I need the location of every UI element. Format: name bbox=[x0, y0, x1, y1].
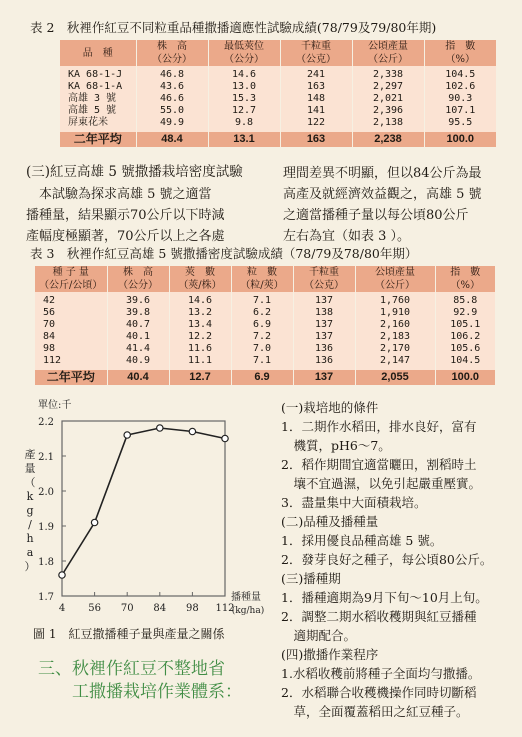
table3-header-line1: 千粒重 bbox=[309, 267, 339, 278]
table3-cell: 2,170 bbox=[355, 343, 435, 355]
table2-cell: 141 bbox=[280, 105, 352, 117]
table2-header-line1: 千粒重 bbox=[301, 41, 331, 52]
table2-row bbox=[60, 66, 496, 81]
table2-header-row bbox=[60, 40, 496, 66]
s3-item: 2．調整二期水稻收穫期與紅豆播種 bbox=[281, 609, 477, 624]
table2-footer-row bbox=[60, 132, 496, 147]
y-axis-label-char: 量 bbox=[24, 462, 36, 475]
table2-header-line2: （公分） bbox=[152, 54, 192, 65]
table3-cell: 7.1 bbox=[231, 292, 293, 307]
s2-heading: (二)品種及播種量 bbox=[281, 514, 379, 529]
table2-cell: 2,297 bbox=[352, 81, 424, 93]
table3-header-row bbox=[35, 266, 495, 292]
s4-item: 草，全面覆蓋稻田之紅豆種子。 bbox=[281, 704, 469, 719]
table3-cell: 40.1 bbox=[107, 331, 169, 343]
section3-right-line: 之適當播種子量以每公頃80公斤 bbox=[283, 208, 469, 223]
table3-header-cell bbox=[231, 266, 293, 292]
table3-cell: 137 bbox=[293, 292, 355, 307]
table2-row bbox=[60, 93, 496, 105]
table3-header-line1: 株 高 bbox=[123, 267, 153, 278]
table3-cell: 2,160 bbox=[355, 319, 435, 331]
section-heading-line1: 三、秋裡作紅豆不整地省 bbox=[38, 659, 225, 679]
table2-footer-cell: 163 bbox=[280, 132, 352, 147]
s2-item: 1．採用優良品種高雄 5 號。 bbox=[281, 533, 443, 548]
table2-header-cell bbox=[280, 40, 352, 66]
table3-cell: 85.8 bbox=[435, 292, 495, 307]
s4-heading: (四)撒播作業程序 bbox=[281, 647, 379, 662]
s3-item: 1．播種適期為9月下旬～10月上旬。 bbox=[281, 590, 488, 605]
table2-header-cell bbox=[208, 40, 280, 66]
y-axis-label-char: 產 bbox=[24, 448, 36, 461]
table2-header-cell bbox=[60, 40, 136, 66]
table2-footer-cell: 2,238 bbox=[352, 132, 424, 147]
table2-header-line1: 最低莢位 bbox=[224, 41, 264, 52]
table3-cell: 12.2 bbox=[169, 331, 231, 343]
table3-cell: 40.9 bbox=[107, 355, 169, 370]
x-tick-label: 98 bbox=[186, 603, 199, 614]
x-tick-label: 4 bbox=[58, 603, 66, 614]
table3-cell: 7.2 bbox=[231, 331, 293, 343]
table3-header-cell bbox=[107, 266, 169, 292]
table3-cell: 105.6 bbox=[435, 343, 495, 355]
table3-cell: 137 bbox=[293, 319, 355, 331]
table3-cell: 105.1 bbox=[435, 319, 495, 331]
y-tick-label: 1.7 bbox=[38, 592, 54, 603]
y-tick-label: 1.8 bbox=[38, 557, 54, 568]
table3-cell: 6.9 bbox=[231, 319, 293, 331]
table2-row bbox=[60, 105, 496, 117]
s4-item: 1.水稻收穫前將種子全面均勻撒播。 bbox=[281, 666, 481, 681]
table3-cell: 104.5 bbox=[435, 355, 495, 370]
right-column bbox=[281, 398, 492, 721]
table3-cell: 39.6 bbox=[107, 292, 169, 307]
s3-item: 適期配合。 bbox=[281, 628, 357, 643]
table3-header-line2: （公斤/公頃） bbox=[39, 280, 103, 291]
table2-cell: 12.7 bbox=[208, 105, 280, 117]
x-axis-label-unit: (kg/ha) bbox=[231, 606, 265, 616]
table2-header-line2: （%） bbox=[445, 54, 475, 65]
s4-item: 2．水稻聯合收穫機操作同時切斷稻 bbox=[281, 685, 477, 700]
section-heading-line2: 工撒播栽培作業體系： bbox=[72, 682, 242, 702]
table3-cell: 70 bbox=[35, 319, 107, 331]
yield-data-point bbox=[157, 425, 163, 431]
yield-chart bbox=[0, 398, 270, 628]
table3-row bbox=[35, 355, 495, 370]
table3-cell: 13.2 bbox=[169, 307, 231, 319]
y-axis-label-char: g bbox=[26, 504, 34, 517]
table3-header-cell bbox=[293, 266, 355, 292]
y-axis-label-char: h bbox=[26, 532, 34, 545]
table2-header-cell bbox=[424, 40, 496, 66]
yield-data-point bbox=[124, 432, 130, 438]
table3-footer-cell: 40.4 bbox=[107, 370, 169, 385]
table3-cell: 98 bbox=[35, 343, 107, 355]
table3-footer-cell: 137 bbox=[293, 370, 355, 385]
table2-header-cell bbox=[352, 40, 424, 66]
s1-item: 壤不宜過濕，以免引起嚴重壓實。 bbox=[281, 476, 482, 491]
table2-cell: 14.6 bbox=[208, 66, 280, 81]
table3-caption: 表 3 秋裡作紅豆高雄 5 號撒播密度試驗成績（78/79及78/80年期） bbox=[30, 246, 418, 261]
x-tick-label: 70 bbox=[120, 603, 134, 614]
table3-row bbox=[35, 307, 495, 319]
y-tick-label: 2.0 bbox=[38, 487, 54, 498]
table2 bbox=[60, 40, 496, 147]
table3-cell: 56 bbox=[35, 307, 107, 319]
table2-row bbox=[60, 81, 496, 93]
table3-row bbox=[35, 343, 495, 355]
table2-header-line1: 公頃產量 bbox=[368, 41, 408, 52]
table2-cell: 49.9 bbox=[136, 117, 208, 132]
yield-data-point bbox=[189, 428, 195, 434]
yield-data-point bbox=[59, 572, 65, 578]
s1-item: 機質，pH6～7。 bbox=[281, 438, 391, 453]
section3-heading: (三)紅豆高雄 5 號撒播栽培密度試驗 bbox=[26, 164, 243, 180]
table2-cell: 9.8 bbox=[208, 117, 280, 132]
table3-cell: 42 bbox=[35, 292, 107, 307]
table2-cell: 2,138 bbox=[352, 117, 424, 132]
section3-right-line: 左右為宜（如表 3 ）。 bbox=[283, 229, 411, 244]
y-tick-label: 2.2 bbox=[38, 417, 54, 428]
table3-cell: 136 bbox=[293, 355, 355, 370]
table3-cell: 11.6 bbox=[169, 343, 231, 355]
table3-header-line1: 粒 數 bbox=[247, 267, 277, 278]
y-axis-label-char: k bbox=[26, 490, 34, 503]
table2-cell: 107.1 bbox=[424, 105, 496, 117]
s1-item: 2．稻作期間宜適當曬田，割稻時土 bbox=[281, 457, 477, 472]
table3-header-line2: （粒/莢） bbox=[240, 280, 284, 291]
table2-header-line2: （公分） bbox=[224, 54, 264, 65]
table2-cell: 102.6 bbox=[424, 81, 496, 93]
table3-header-cell bbox=[35, 266, 107, 292]
table3-cell: 112 bbox=[35, 355, 107, 370]
table3-header-line2: （莢/株） bbox=[178, 280, 222, 291]
y-tick-label: 1.9 bbox=[38, 522, 54, 533]
table2-cell: 148 bbox=[280, 93, 352, 105]
y-axis-label-char: ） bbox=[24, 560, 36, 573]
section3-right-text bbox=[283, 163, 482, 247]
table3-header-line2: （公斤） bbox=[375, 280, 415, 291]
table2-cell: 46.8 bbox=[136, 66, 208, 81]
section3-left-line: 產幅度極顯著，70公斤以上之各處 bbox=[26, 229, 225, 244]
table3-row bbox=[35, 292, 495, 307]
table3-cell: 2,183 bbox=[355, 331, 435, 343]
table2-cell: 122 bbox=[280, 117, 352, 132]
y-axis-label-char: （ bbox=[24, 476, 36, 489]
table3-cell: 84 bbox=[35, 331, 107, 343]
table3-header-cell bbox=[169, 266, 231, 292]
table3-header-line1: 種 子 量 bbox=[52, 267, 89, 278]
table2-footer-cell: 100.0 bbox=[424, 132, 496, 147]
table3-cell: 136 bbox=[293, 343, 355, 355]
table3-header-line1: 莢 數 bbox=[185, 267, 215, 278]
table2-cell: 高雄 3 號 bbox=[60, 93, 136, 105]
x-axis-label: 播種量 bbox=[231, 592, 261, 603]
table3-cell: 138 bbox=[293, 307, 355, 319]
table3 bbox=[35, 266, 495, 385]
table3-footer-cell: 二年平均 bbox=[35, 370, 107, 385]
table2-cell: 高雄 5 號 bbox=[60, 105, 136, 117]
yield-data-point bbox=[91, 519, 97, 525]
chart-caption: 圖 1 紅豆撒播種子量與產量之關係 bbox=[33, 627, 225, 641]
table2-header-line2: （公克） bbox=[296, 54, 336, 65]
table3-header-line1: 指 數 bbox=[450, 267, 481, 278]
table3-footer-cell: 100.0 bbox=[435, 370, 495, 385]
x-tick-label: 56 bbox=[88, 603, 101, 614]
table3-header-line1: 公頃產量 bbox=[375, 267, 415, 278]
table2-cell: 13.0 bbox=[208, 81, 280, 93]
table3-cell: 2,147 bbox=[355, 355, 435, 370]
table2-footer-cell: 二年平均 bbox=[60, 132, 136, 147]
table2-header-line1: 品 種 bbox=[82, 47, 113, 59]
table2-row bbox=[60, 117, 496, 132]
table3-footer-cell: 6.9 bbox=[231, 370, 293, 385]
section3-right-line: 理間差異不明顯，但以84公斤為最 bbox=[283, 166, 482, 181]
y-tick-label: 2.1 bbox=[38, 452, 54, 463]
table3-cell: 13.4 bbox=[169, 319, 231, 331]
table2-header-cell bbox=[136, 40, 208, 66]
table3-row bbox=[35, 331, 495, 343]
table2-cell: 43.6 bbox=[136, 81, 208, 93]
table2-cell: 屏東花米 bbox=[60, 117, 136, 132]
table3-footer-cell: 2,055 bbox=[355, 370, 435, 385]
s2-item: 2．發芽良好之種子，每公頃80公斤。 bbox=[281, 552, 493, 567]
s1-heading: (一)栽培地的條件 bbox=[281, 400, 379, 415]
table3-row bbox=[35, 319, 495, 331]
table3-header-line2: （%） bbox=[450, 280, 480, 291]
table3-footer-row bbox=[35, 370, 495, 385]
s1-item: 1．二期作水稻田，排水良好，富有 bbox=[281, 419, 477, 434]
section3-left-text bbox=[26, 184, 225, 247]
table2-caption: 表 2 秋裡作紅豆不同粒重品種撒播適應性試驗成績(78/79及79/80年期) bbox=[30, 20, 437, 35]
table2-footer-cell: 13.1 bbox=[208, 132, 280, 147]
table3-header-line2: （公分） bbox=[118, 280, 158, 291]
table3-cell: 137 bbox=[293, 331, 355, 343]
yield-series-line bbox=[62, 428, 225, 575]
table3-cell: 1,760 bbox=[355, 292, 435, 307]
table2-cell: 241 bbox=[280, 66, 352, 81]
yield-data-point bbox=[222, 435, 228, 441]
section3-right-line: 高產及就經濟效益觀之，高雄 5 號 bbox=[283, 187, 482, 202]
table3-cell: 11.1 bbox=[169, 355, 231, 370]
table3-cell: 40.7 bbox=[107, 319, 169, 331]
table3-cell: 39.8 bbox=[107, 307, 169, 319]
table3-cell: 14.6 bbox=[169, 292, 231, 307]
table2-cell: KA 68-1-J bbox=[60, 66, 136, 81]
table2-cell: 2,021 bbox=[352, 93, 424, 105]
table3-header-cell bbox=[435, 266, 495, 292]
table2-cell: 46.6 bbox=[136, 93, 208, 105]
chart-unit-label: 單位:千 bbox=[38, 400, 72, 411]
table2-cell: 15.3 bbox=[208, 93, 280, 105]
section3-left-line: 播種量，結果顯示70公斤以下時減 bbox=[26, 208, 225, 223]
section3-left-line: 本試驗為探求高雄 5 號之適當 bbox=[26, 187, 212, 202]
table3-cell: 7.1 bbox=[231, 355, 293, 370]
x-tick-label: 112 bbox=[215, 603, 235, 614]
table2-cell: 2,396 bbox=[352, 105, 424, 117]
x-tick-label: 84 bbox=[153, 603, 167, 614]
table2-cell: 2,338 bbox=[352, 66, 424, 81]
table3-header-cell bbox=[355, 266, 435, 292]
s1-item: 3．盡量集中大面積栽培。 bbox=[281, 495, 427, 510]
y-axis-label-char: / bbox=[28, 518, 32, 531]
chart-frame bbox=[62, 421, 225, 596]
table2-cell: KA 68-1-A bbox=[60, 81, 136, 93]
table3-cell: 6.2 bbox=[231, 307, 293, 319]
section-heading-3 bbox=[38, 658, 242, 704]
table2-cell: 104.5 bbox=[424, 66, 496, 81]
table3-footer-cell: 12.7 bbox=[169, 370, 231, 385]
table3-cell: 41.4 bbox=[107, 343, 169, 355]
table2-header-line1: 株 高 bbox=[157, 41, 187, 52]
table3-cell: 7.0 bbox=[231, 343, 293, 355]
table2-cell: 55.0 bbox=[136, 105, 208, 117]
table3-header-line2: （公克） bbox=[304, 280, 344, 291]
table3-cell: 1,910 bbox=[355, 307, 435, 319]
table2-header-line1: 指 數 bbox=[445, 41, 476, 52]
table2-cell: 95.5 bbox=[424, 117, 496, 132]
table2-cell: 90.3 bbox=[424, 93, 496, 105]
s3-heading: (三)播種期 bbox=[281, 571, 341, 586]
table2-cell: 163 bbox=[280, 81, 352, 93]
table2-header-line2: （公斤） bbox=[368, 54, 408, 65]
table2-footer-cell: 48.4 bbox=[136, 132, 208, 147]
y-axis-label-char: a bbox=[26, 546, 34, 559]
table3-cell: 92.9 bbox=[435, 307, 495, 319]
table3-cell: 106.2 bbox=[435, 331, 495, 343]
